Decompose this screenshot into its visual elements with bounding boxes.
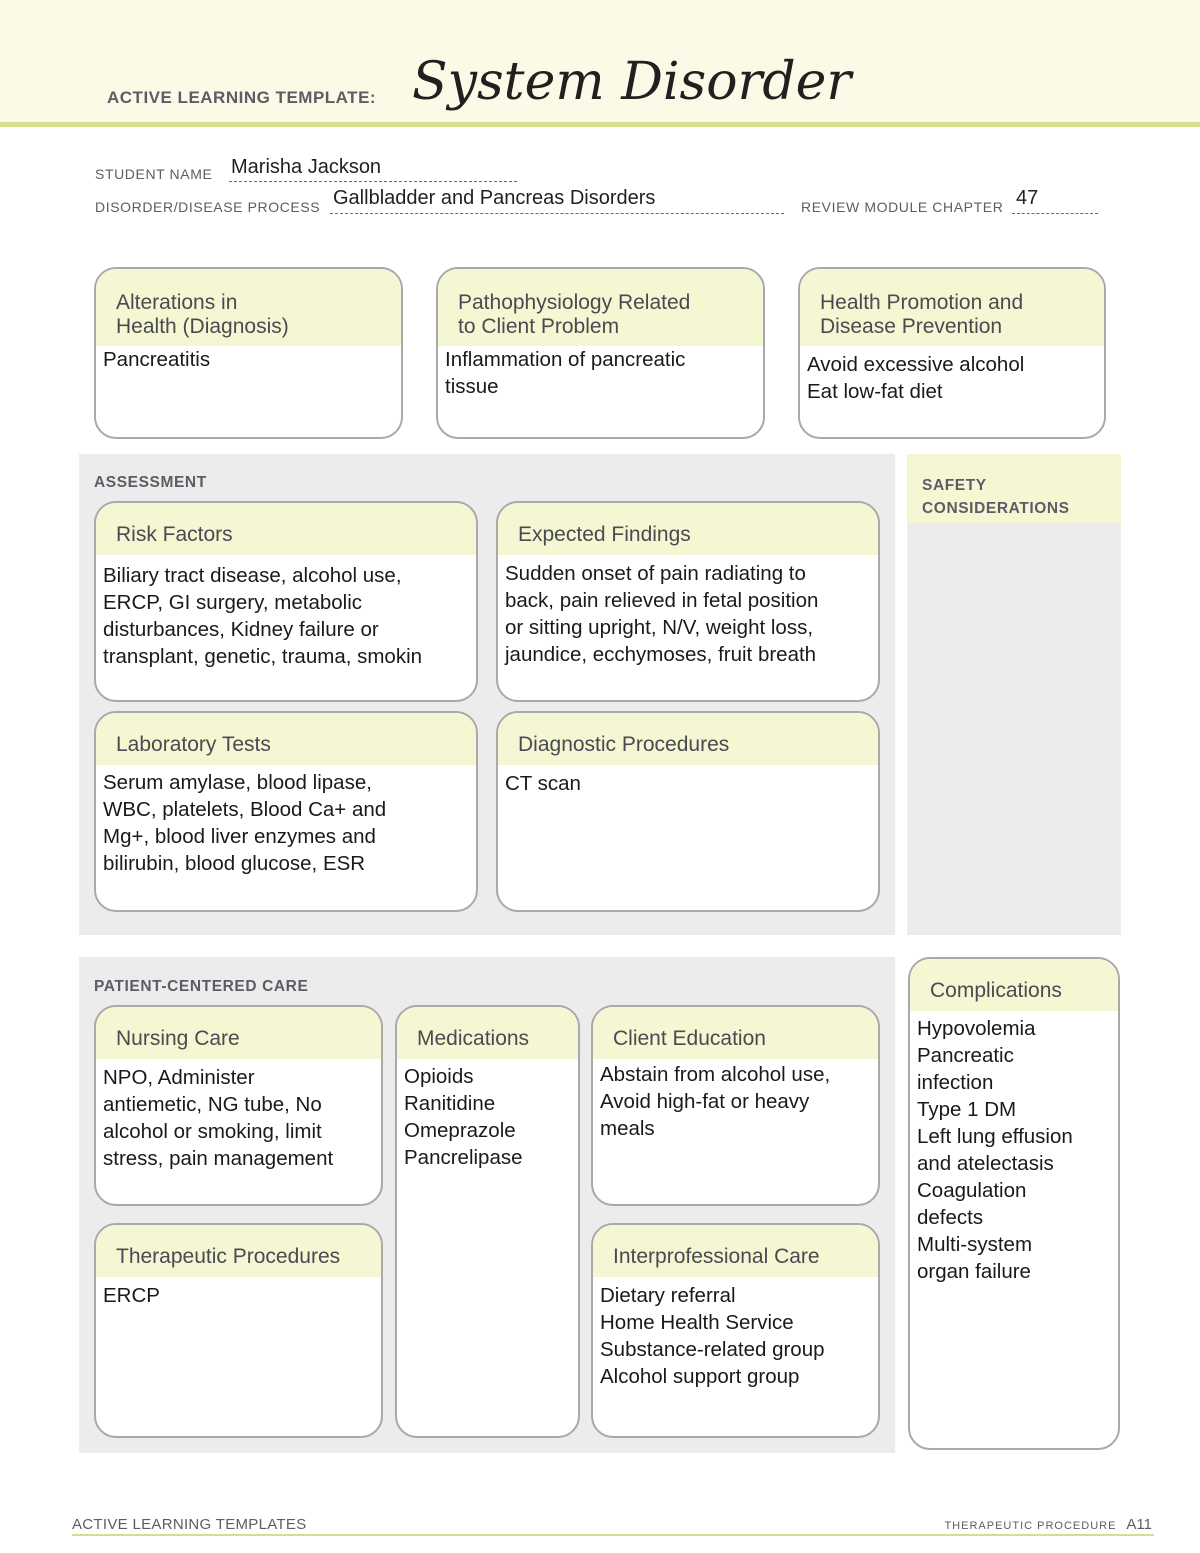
footer-left: ACTIVE LEARNING TEMPLATES (72, 1516, 307, 1533)
medications-text[interactable]: Opioids Ranitidine Omeprazole Pancrelipase (404, 1065, 523, 1169)
pathophysiology-title: Pathophysiology Related to Client Problem (438, 269, 763, 346)
disorder-line (330, 213, 784, 214)
student-name-field[interactable]: Marisha Jackson (231, 156, 382, 178)
footer-section: THERAPEUTIC PROCEDURE (944, 1520, 1117, 1532)
medications-box (395, 1005, 580, 1438)
expected-findings-text[interactable]: Sudden onset of pain radiating to back, pain relieved in fetal position or sitting upright, N/V, weight loss, jaundice, ecchymoses, fruit breath (505, 562, 819, 666)
alterations-text[interactable]: Pancreatitis (103, 348, 211, 371)
pathophysiology-box (436, 267, 765, 439)
interprofessional-care-title: Interprofessional Care (593, 1225, 878, 1277)
alterations-box (94, 267, 403, 439)
interprofessional-care-text[interactable]: Dietary referral Home Health Service Substance-related group Alcohol support group (600, 1284, 825, 1388)
patient-care-heading: PATIENT-CENTERED CARE (94, 978, 309, 995)
therapeutic-procedures-title: Therapeutic Procedures (96, 1225, 381, 1277)
interprofessional-care-box (591, 1223, 880, 1438)
disorder-label: DISORDER/DISEASE PROCESS (95, 199, 321, 215)
student-name-label: STUDENT NAME (95, 166, 213, 182)
footer-right (944, 1516, 1152, 1533)
laboratory-tests-text[interactable]: Serum amylase, blood lipase, WBC, platelets, Blood Ca+ and Mg+, blood liver enzymes and bilirubin, blood glucose, ESR (103, 771, 387, 875)
client-education-text[interactable]: Abstain from alcohol use, Avoid high-fat or heavy meals (600, 1063, 831, 1140)
health-promotion-text[interactable]: Avoid excessive alcohol Eat low-fat diet (807, 353, 1025, 403)
chapter-field[interactable]: 47 (1016, 187, 1039, 209)
expected-findings-box (496, 501, 880, 702)
pathophysiology-text[interactable]: Inflammation of pancreatic tissue (445, 348, 686, 398)
chapter-line (1012, 213, 1098, 214)
risk-factors-title: Risk Factors (96, 503, 476, 555)
nursing-care-box (94, 1005, 383, 1206)
safety-heading: SAFETY CONSIDERATIONS (922, 477, 1070, 517)
assessment-heading: ASSESSMENT (94, 474, 207, 491)
complications-box (908, 957, 1120, 1450)
complications-title: Complications (910, 959, 1118, 1011)
client-education-box (591, 1005, 880, 1206)
footer-rule (72, 1534, 1154, 1536)
footer-page-number: A11 (1126, 1516, 1152, 1533)
laboratory-tests-title: Laboratory Tests (96, 713, 476, 765)
disorder-field[interactable]: Gallbladder and Pancreas Disorders (333, 187, 656, 209)
nursing-care-title: Nursing Care (96, 1007, 381, 1059)
laboratory-tests-box (94, 711, 478, 912)
header-rule (0, 122, 1200, 127)
therapeutic-procedures-text[interactable]: ERCP (103, 1284, 160, 1307)
diagnostic-procedures-title: Diagnostic Procedures (498, 713, 878, 765)
diagnostic-procedures-box (496, 711, 880, 912)
template-label: ACTIVE LEARNING TEMPLATE: (107, 88, 377, 107)
health-promotion-title: Health Promotion and Disease Prevention (800, 269, 1104, 346)
therapeutic-procedures-box (94, 1223, 383, 1438)
chapter-label: REVIEW MODULE CHAPTER (801, 199, 1004, 215)
health-promotion-box (798, 267, 1106, 439)
risk-factors-box (94, 501, 478, 702)
expected-findings-title: Expected Findings (498, 503, 878, 555)
safety-section[interactable] (907, 454, 1121, 935)
alterations-title: Alterations in Health (Diagnosis) (96, 269, 401, 346)
complications-text[interactable]: Hypovolemia Pancreatic infection Type 1 DM Left lung effusion and atelectasis Coagulation defects Multi-system organ failure (917, 1017, 1073, 1283)
medications-title: Medications (397, 1007, 578, 1059)
diagnostic-procedures-text[interactable]: CT scan (505, 772, 581, 795)
risk-factors-text[interactable]: Biliary tract disease, alcohol use, ERCP, GI surgery, metabolic disturbances, Kidney failure or transplant, genetic, trauma, smokin (103, 564, 423, 668)
client-education-title: Client Education (593, 1007, 878, 1059)
template-title: System Disorder (412, 52, 852, 112)
student-name-line (229, 181, 517, 182)
nursing-care-text[interactable]: NPO, Administer antiemetic, NG tube, No alcohol or smoking, limit stress, pain management (103, 1066, 334, 1170)
